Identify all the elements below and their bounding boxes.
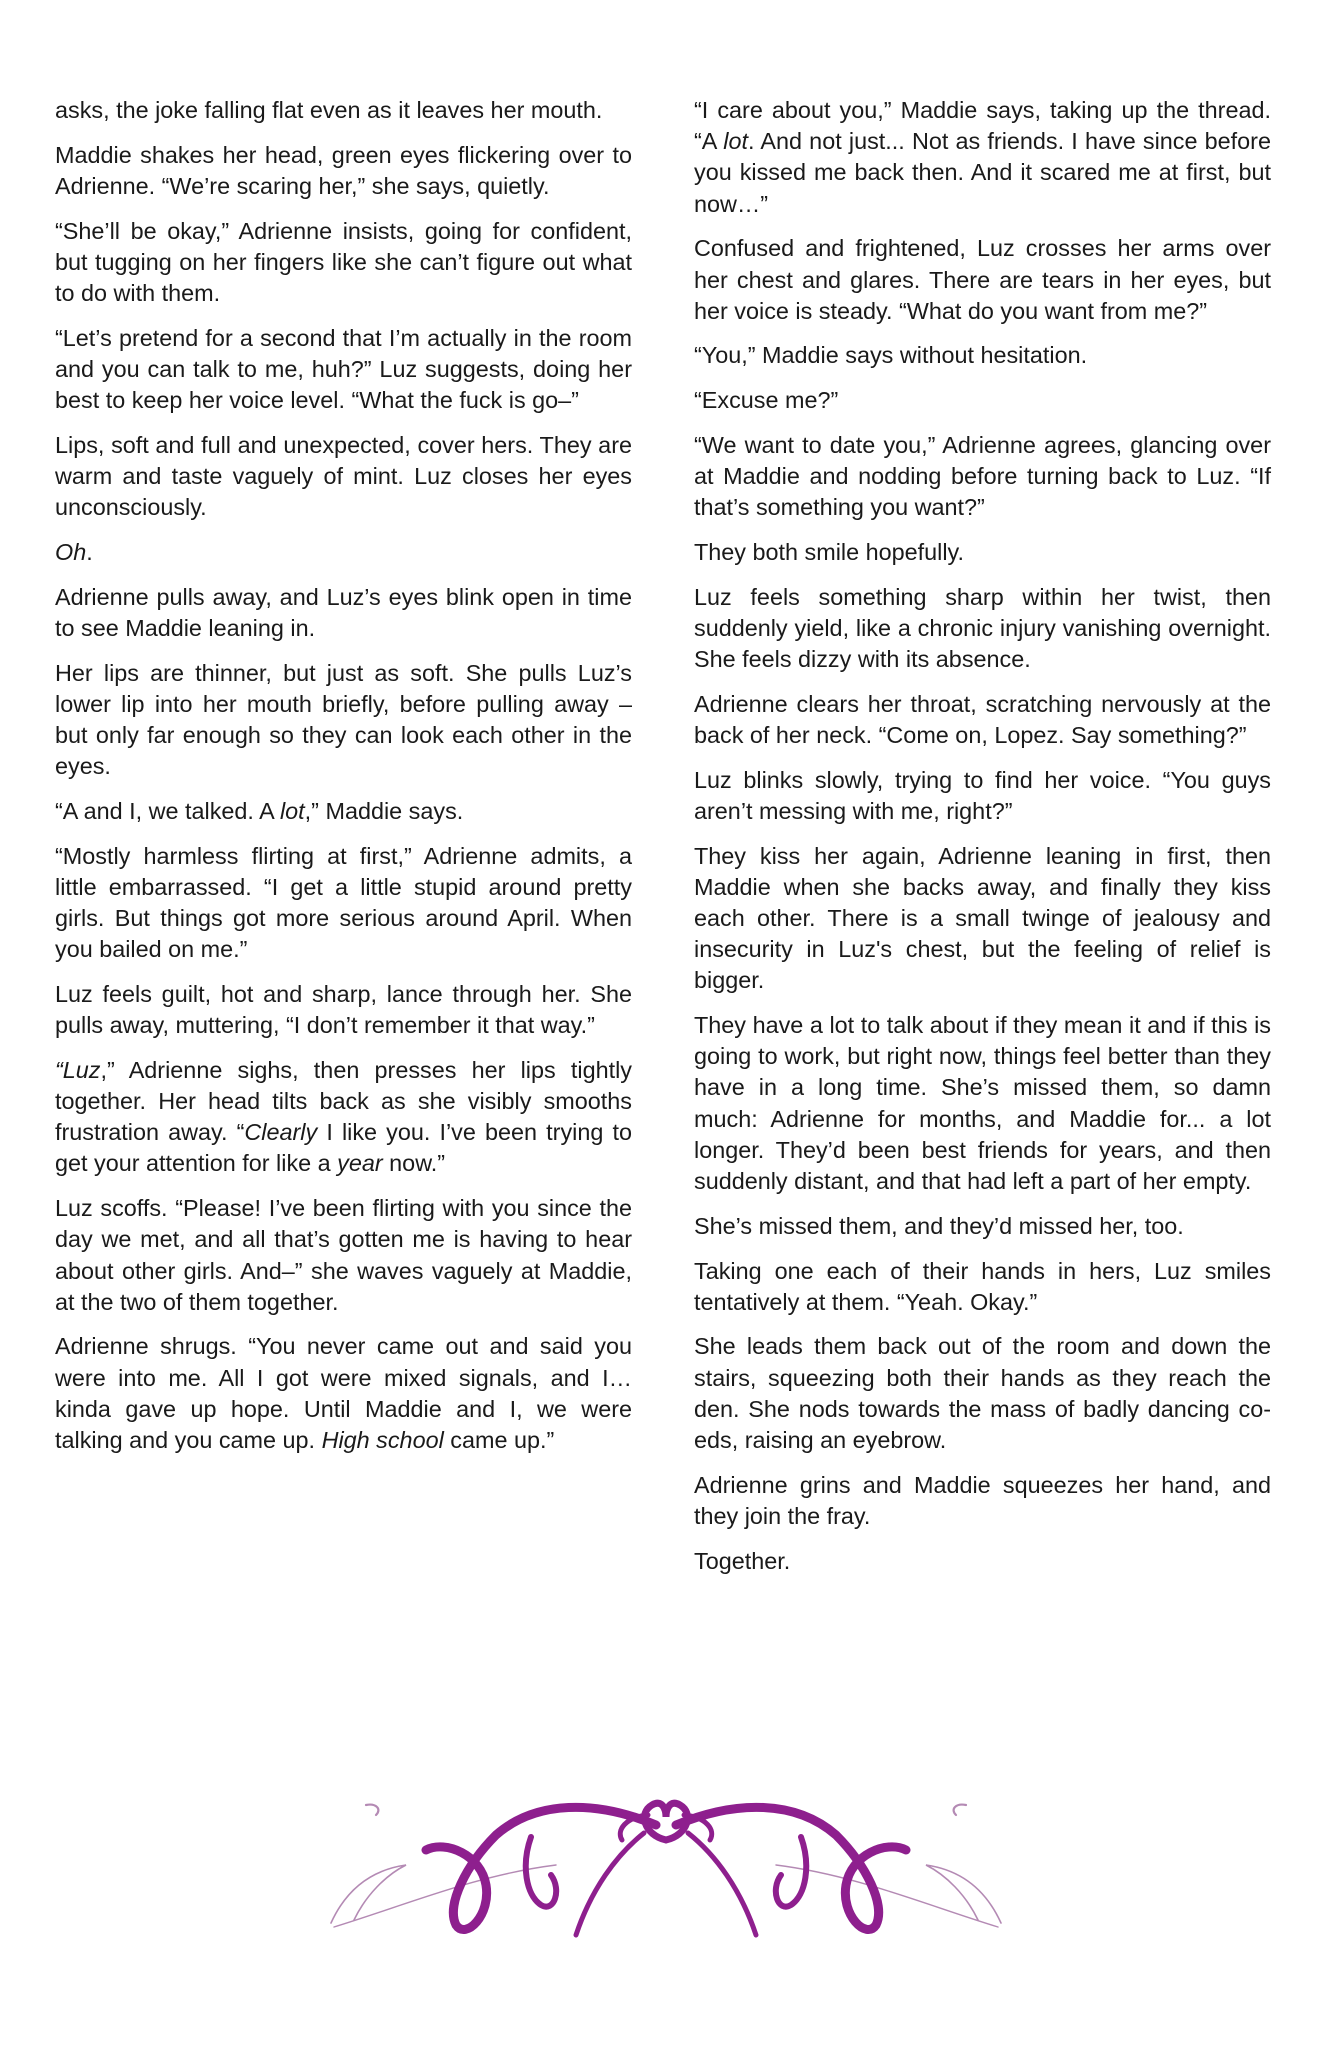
paragraph-text: Adrienne grins and Maddie squeezes her hand, and they join the fray. bbox=[694, 1471, 1271, 1529]
paragraph bbox=[694, 1010, 1271, 1197]
paragraph-text: Luz feels something sharp within her twist, then suddenly yield, like a chronic injury vanishing overnight. She feels dizzy with its absence. bbox=[694, 583, 1271, 673]
paragraph-text: Luz scoffs. “Please! I’ve been flirting with you since the day we met, and all that’s gotten me is having to hear about other girls. And–” she waves vaguely at Maddie, at the two of them together. bbox=[55, 1195, 632, 1315]
left-column bbox=[55, 95, 632, 1470]
paragraph-text: Maddie shakes her head, green eyes flickering over to Adrienne. “We’re scaring her,” she says, quietly. bbox=[55, 141, 632, 199]
paragraph bbox=[694, 340, 1271, 371]
paragraph bbox=[55, 323, 632, 417]
paragraph bbox=[55, 430, 632, 524]
paragraph bbox=[55, 979, 632, 1041]
paragraph-text: ,” Maddie says. bbox=[304, 797, 464, 824]
paragraph bbox=[694, 1256, 1271, 1318]
paragraph-text: Adrienne clears her throat, scratching nervously at the back of her neck. “Come on, Lopez. Say something?” bbox=[694, 690, 1271, 748]
paragraph bbox=[55, 537, 632, 568]
paragraph-text: . And not just... Not as friends. I have since before you kissed me back then. And it scared me at first, but now…” bbox=[694, 128, 1271, 217]
paragraph-text: She leads them back out of the room and down the stairs, squeezing both their hands as they reach the den. She nods towards the mass of badly dancing co-eds, raising an eyebrow. bbox=[694, 1333, 1271, 1454]
right-column bbox=[694, 95, 1271, 1590]
paragraph-text: “Let’s pretend for a second that I’m actually in the room and you can talk to me, huh?” Luz suggests, doing her best to keep her voice level. “What the fuck is go–” bbox=[55, 324, 632, 414]
paragraph-text: They kiss her again, Adrienne leaning in first, then Maddie when she backs away, and finally they kiss each other. There is a small twinge of jealousy and insecurity in Luz's chest, but the feeling of relief is bigger. bbox=[694, 842, 1271, 994]
paragraph bbox=[55, 1055, 632, 1180]
paragraph-text: Adrienne pulls away, and Luz’s eyes blink open in time to see Maddie leaning in. bbox=[55, 583, 632, 641]
paragraph bbox=[694, 430, 1271, 524]
emphasis-text: Oh bbox=[55, 538, 87, 565]
paragraph-text: “You,” Maddie says without hesitation. bbox=[694, 342, 1088, 369]
emphasis-text: “Luz bbox=[55, 1056, 101, 1083]
paragraph-text: Lips, soft and full and unexpected, cover hers. They are warm and taste vaguely of mint. Luz closes her eyes unconsciously. bbox=[55, 431, 632, 521]
paragraph bbox=[55, 216, 632, 310]
paragraph bbox=[55, 658, 632, 783]
paragraph bbox=[694, 385, 1271, 416]
emphasis-text: year bbox=[337, 1150, 383, 1177]
paragraph bbox=[55, 1331, 632, 1456]
paragraph-text: “A and I, we talked. A bbox=[55, 797, 280, 824]
paragraph-text: now.” bbox=[382, 1150, 446, 1177]
paragraph-text: They both smile hopefully. bbox=[694, 538, 964, 565]
paragraph bbox=[694, 1211, 1271, 1242]
emphasis-text: High school bbox=[321, 1427, 444, 1454]
emphasis-text: lot bbox=[723, 128, 748, 155]
paragraph bbox=[55, 140, 632, 202]
paragraph-text: ,” Adrienne sighs, then presses her lips tightly together. Her head tilts back as she visibly smooths frustration away. “ bbox=[55, 1056, 632, 1146]
paragraph-text: asks, the joke falling flat even as it leaves her mouth. bbox=[55, 97, 603, 123]
paragraph bbox=[694, 765, 1271, 827]
flourish-divider-icon bbox=[326, 1795, 1006, 1945]
paragraph-text: I like you. I’ve been trying to get your attention for like a bbox=[55, 1119, 632, 1177]
paragraph-text: Luz feels guilt, hot and sharp, lance through her. She pulls away, muttering, “I don’t remember it that way.” bbox=[55, 980, 632, 1039]
emphasis-text: Clearly bbox=[244, 1119, 318, 1146]
paragraph-text: . bbox=[86, 538, 93, 565]
paragraph bbox=[694, 537, 1271, 568]
paragraph bbox=[55, 796, 632, 827]
paragraph bbox=[694, 582, 1271, 676]
paragraph bbox=[694, 233, 1271, 327]
paragraph bbox=[55, 95, 632, 126]
paragraph-text: came up.” bbox=[443, 1427, 555, 1454]
paragraph-text: “Excuse me?” bbox=[694, 387, 839, 414]
paragraph bbox=[694, 689, 1271, 751]
emphasis-text: lot bbox=[279, 797, 305, 824]
paragraph bbox=[55, 841, 632, 966]
paragraph bbox=[55, 582, 632, 644]
paragraph bbox=[694, 95, 1271, 220]
paragraph-text: Her lips are thinner, but just as soft. She pulls Luz’s lower lip into her mouth briefly, before pulling away – but only far enough so they can look each other in the eyes. bbox=[55, 659, 632, 780]
paragraph bbox=[55, 1193, 632, 1318]
paragraph-text: Luz blinks slowly, trying to find her voice. “You guys aren’t messing with me, right?” bbox=[694, 766, 1271, 824]
paragraph-text: “Mostly harmless flirting at first,” Adrienne admits, a little embarrassed. “I get a little stupid around pretty girls. But things got more serious around April. When you bailed on me.” bbox=[55, 842, 632, 963]
paragraph bbox=[694, 1470, 1271, 1532]
paragraph bbox=[694, 841, 1271, 997]
paragraph bbox=[694, 1331, 1271, 1456]
paragraph-text: Together. bbox=[694, 1547, 791, 1574]
paragraph-text: They have a lot to talk about if they mean it and if this is going to work, but right now, things feel better than they have in a long time. She’s missed them, so damn much: Adrienne for months, and Maddie for... a lot longer. They’d been best friends for years, and then suddenly distant, and that had left a part of her empty. bbox=[694, 1012, 1271, 1195]
paragraph-text: “I care about you,” Maddie says, taking up the thread. “A bbox=[694, 97, 1271, 155]
paragraph-text: She’s missed them, and they’d missed her, too. bbox=[694, 1212, 1184, 1239]
paragraph-text: Taking one each of their hands in hers, Luz smiles tentatively at them. “Yeah. Okay.” bbox=[694, 1257, 1271, 1315]
paragraph-text: Adrienne shrugs. “You never came out and said you were into me. All I got were mixed signals, and I… kinda gave up hope. Until Maddie and I, we were talking and you came up. bbox=[55, 1333, 632, 1454]
paragraph-text: “We want to date you,” Adrienne agrees, glancing over at Maddie and nodding before turning back to Luz. “If that’s something you want?” bbox=[694, 431, 1271, 521]
paragraph-text: Confused and frightened, Luz crosses her arms over her chest and glares. There are tears in her eyes, but her voice is steady. “What do you want from me?” bbox=[694, 235, 1271, 324]
paragraph bbox=[694, 1546, 1271, 1577]
paragraph-text: “She’ll be okay,” Adrienne insists, going for confident, but tugging on her fingers like she can’t figure out what to do with them. bbox=[55, 217, 632, 307]
